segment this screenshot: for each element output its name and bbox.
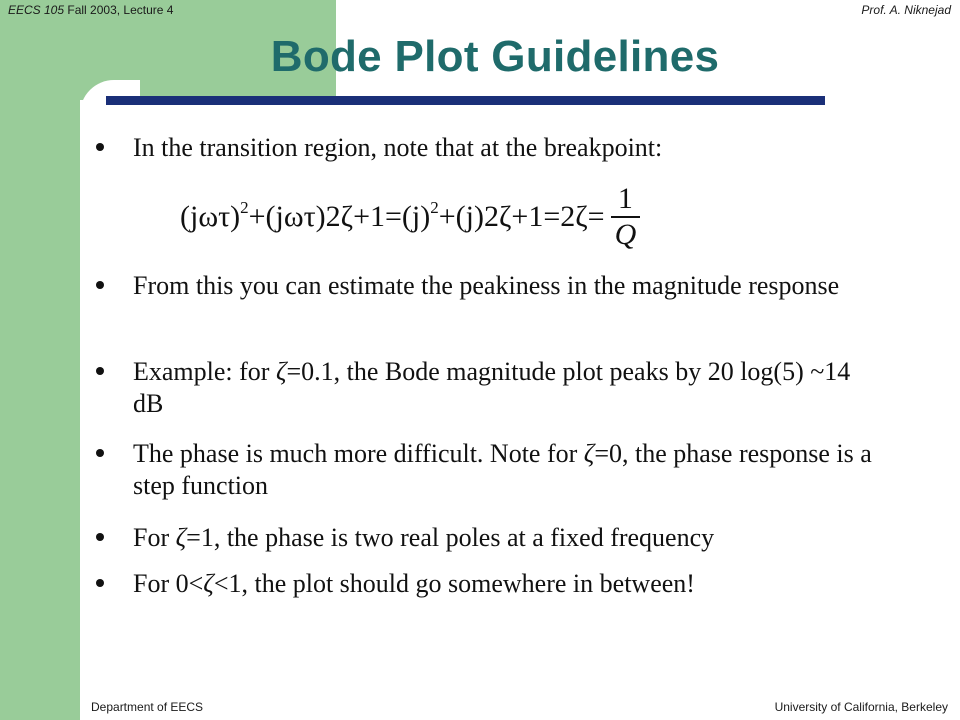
- bullet-text: In the transition region, note that at the breakpoint:: [133, 133, 663, 162]
- footer-department: Department of EECS: [91, 700, 204, 714]
- slide-title: Bode Plot Guidelines: [270, 32, 720, 81]
- bullet-text: For 0<ζ<1, the plot should go somewhere in between!: [133, 569, 695, 598]
- header-course: EECS 105 Fall 2003, Lecture 4: [8, 3, 174, 17]
- equation-term-1: $(j\omega\tau)^2$: [180, 198, 249, 233]
- breakpoint-equation: [180, 182, 640, 252]
- bullet-dot: [96, 367, 104, 375]
- content-corner: [80, 80, 140, 140]
- footer-university: University of California, Berkeley: [774, 700, 948, 714]
- bullet-text: For ζ=1, the phase is two real poles at a fixed frequency: [133, 523, 715, 552]
- bullet-dot: [96, 449, 104, 457]
- equation-fraction: [611, 182, 641, 252]
- bullet-dot: [96, 579, 104, 587]
- header-author: Prof. A. Niknejad: [861, 3, 951, 17]
- bullet-text: Example: for ζ=0.1, the Bode magnitude plot peaks by 20 log(5) ~14 dB: [133, 357, 851, 418]
- equation-term-3: +(j)2ζ+1=2ζ=: [438, 200, 605, 233]
- title-underline: [106, 96, 825, 105]
- bullet-text: The phase is much more difficult. Note for ζ=0, the phase response is a step function: [133, 439, 872, 500]
- bullet-dot: [96, 533, 104, 541]
- bullet-dot: [96, 281, 104, 289]
- bullet-dot: [96, 143, 104, 151]
- fraction-denominator: Q: [614, 218, 637, 251]
- fraction-numerator: 1: [617, 182, 633, 215]
- bullet-text: From this you can estimate the peakiness in the magnitude response: [133, 271, 840, 300]
- left-decor-band: [0, 0, 80, 720]
- equation-term-2: $+(j\omega\tau)2\zeta+1=(j)^2$: [248, 198, 439, 233]
